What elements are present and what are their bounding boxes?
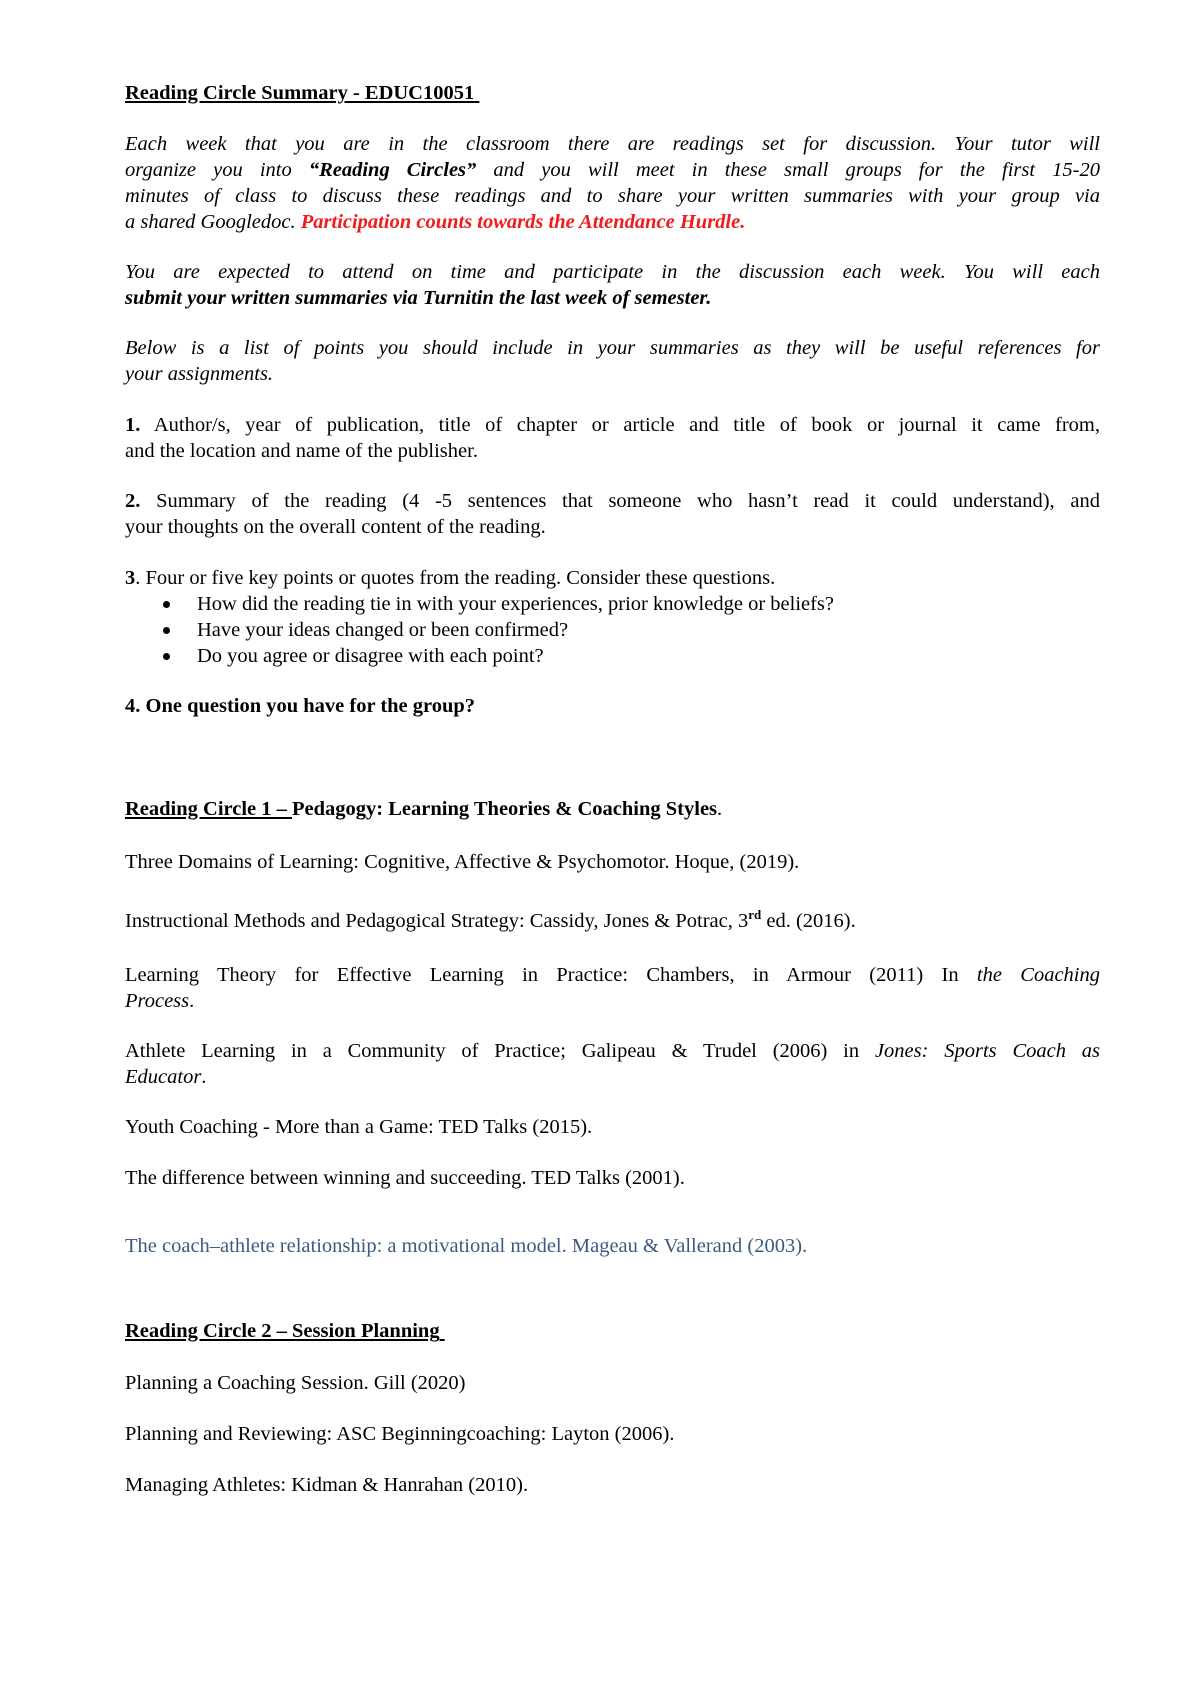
point-1-continued: and the location and name of the publisher. — [125, 440, 478, 462]
point-1: 1. Author/s, year of publication, title of chapter or article and title of book or journal it came from, — [125, 414, 1100, 436]
expectation-paragraph-line: You are expected to attend on time and participate in the discussion each week. You will each — [125, 261, 1100, 283]
reading-circles-emphasis: “Reading Circles” — [308, 159, 477, 181]
bullet-icon — [163, 601, 170, 608]
intro-paragraph-line: a shared Googledoc. Participation counts towards the Attendance Hurdle. — [125, 211, 746, 233]
document-title: Reading Circle Summary - EDUC10051 — [125, 82, 475, 104]
reading-item: Managing Athletes: Kidman & Hanrahan (2010). — [125, 1474, 529, 1496]
points-intro-line: Below is a list of points you should include in your summaries as they will be useful references for — [125, 337, 1100, 359]
reading-item: Planning a Coaching Session. Gill (2020) — [125, 1372, 466, 1394]
reading-item: Three Domains of Learning: Cognitive, Affective & Psychomotor. Hoque, (2019). — [125, 851, 800, 873]
list-item: Have your ideas changed or been confirmed? — [197, 619, 569, 641]
bullet-icon — [163, 653, 170, 660]
reading-item: The difference between winning and succeeding. TED Talks (2001). — [125, 1167, 685, 1189]
list-item: Do you agree or disagree with each point? — [197, 645, 544, 667]
points-intro-line: your assignments. — [125, 363, 274, 385]
point-4: 4. One question you have for the group? — [125, 695, 476, 717]
reading-item: Youth Coaching - More than a Game: TED Talks (2015). — [125, 1116, 593, 1138]
reading-item: Learning Theory for Effective Learning in Practice: Chambers, in Armour (2011) In the Coaching — [125, 964, 1101, 986]
intro-paragraph-line: minutes of class to discuss these readings and to share your written summaries with your group via — [125, 185, 1100, 207]
attendance-hurdle-note: Participation counts towards the Attendance Hurdle. — [300, 211, 746, 233]
bullet-icon — [163, 627, 170, 634]
point-2-continued: your thoughts on the overall content of the reading. — [125, 516, 546, 538]
reading-item: Instructional Methods and Pedagogical Strategy: Cassidy, Jones & Potrac, 3rd ed. (2016). — [125, 907, 856, 932]
intro-paragraph-line: Each week that you are in the classroom there are readings set for discussion. Your tutor will — [125, 133, 1100, 155]
list-item: How did the reading tie in with your experiences, prior knowledge or beliefs? — [197, 593, 835, 615]
reading-item-continued: Educator. — [125, 1066, 207, 1088]
reading-item: Planning and Reviewing: ASC Beginningcoaching: Layton (2006). — [125, 1423, 675, 1445]
submission-note: submit your written summaries via Turnitin the last week of semester. — [125, 287, 712, 309]
section-heading-circle-2: Reading Circle 2 – Session Planning — [125, 1320, 440, 1342]
intro-paragraph-line: organize you into “Reading Circles” and you will meet in these small groups for the first 15-20 — [125, 159, 1100, 181]
section-heading-circle-1: Reading Circle 1 – Pedagogy: Learning Theories & Coaching Styles. — [125, 798, 723, 820]
reading-item: The coach–athlete relationship: a motivational model. Mageau & Vallerand (2003). — [125, 1235, 808, 1257]
reading-item: Athlete Learning in a Community of Practice; Galipeau & Trudel (2006) in Jones: Sports Coach as — [125, 1040, 1101, 1062]
reading-item-continued: Process. — [125, 990, 195, 1012]
point-3: 3. Four or five key points or quotes from the reading. Consider these questions. — [125, 567, 776, 589]
point-2: 2. Summary of the reading (4 -5 sentences that someone who hasn’t read it could understand), and — [125, 490, 1100, 512]
